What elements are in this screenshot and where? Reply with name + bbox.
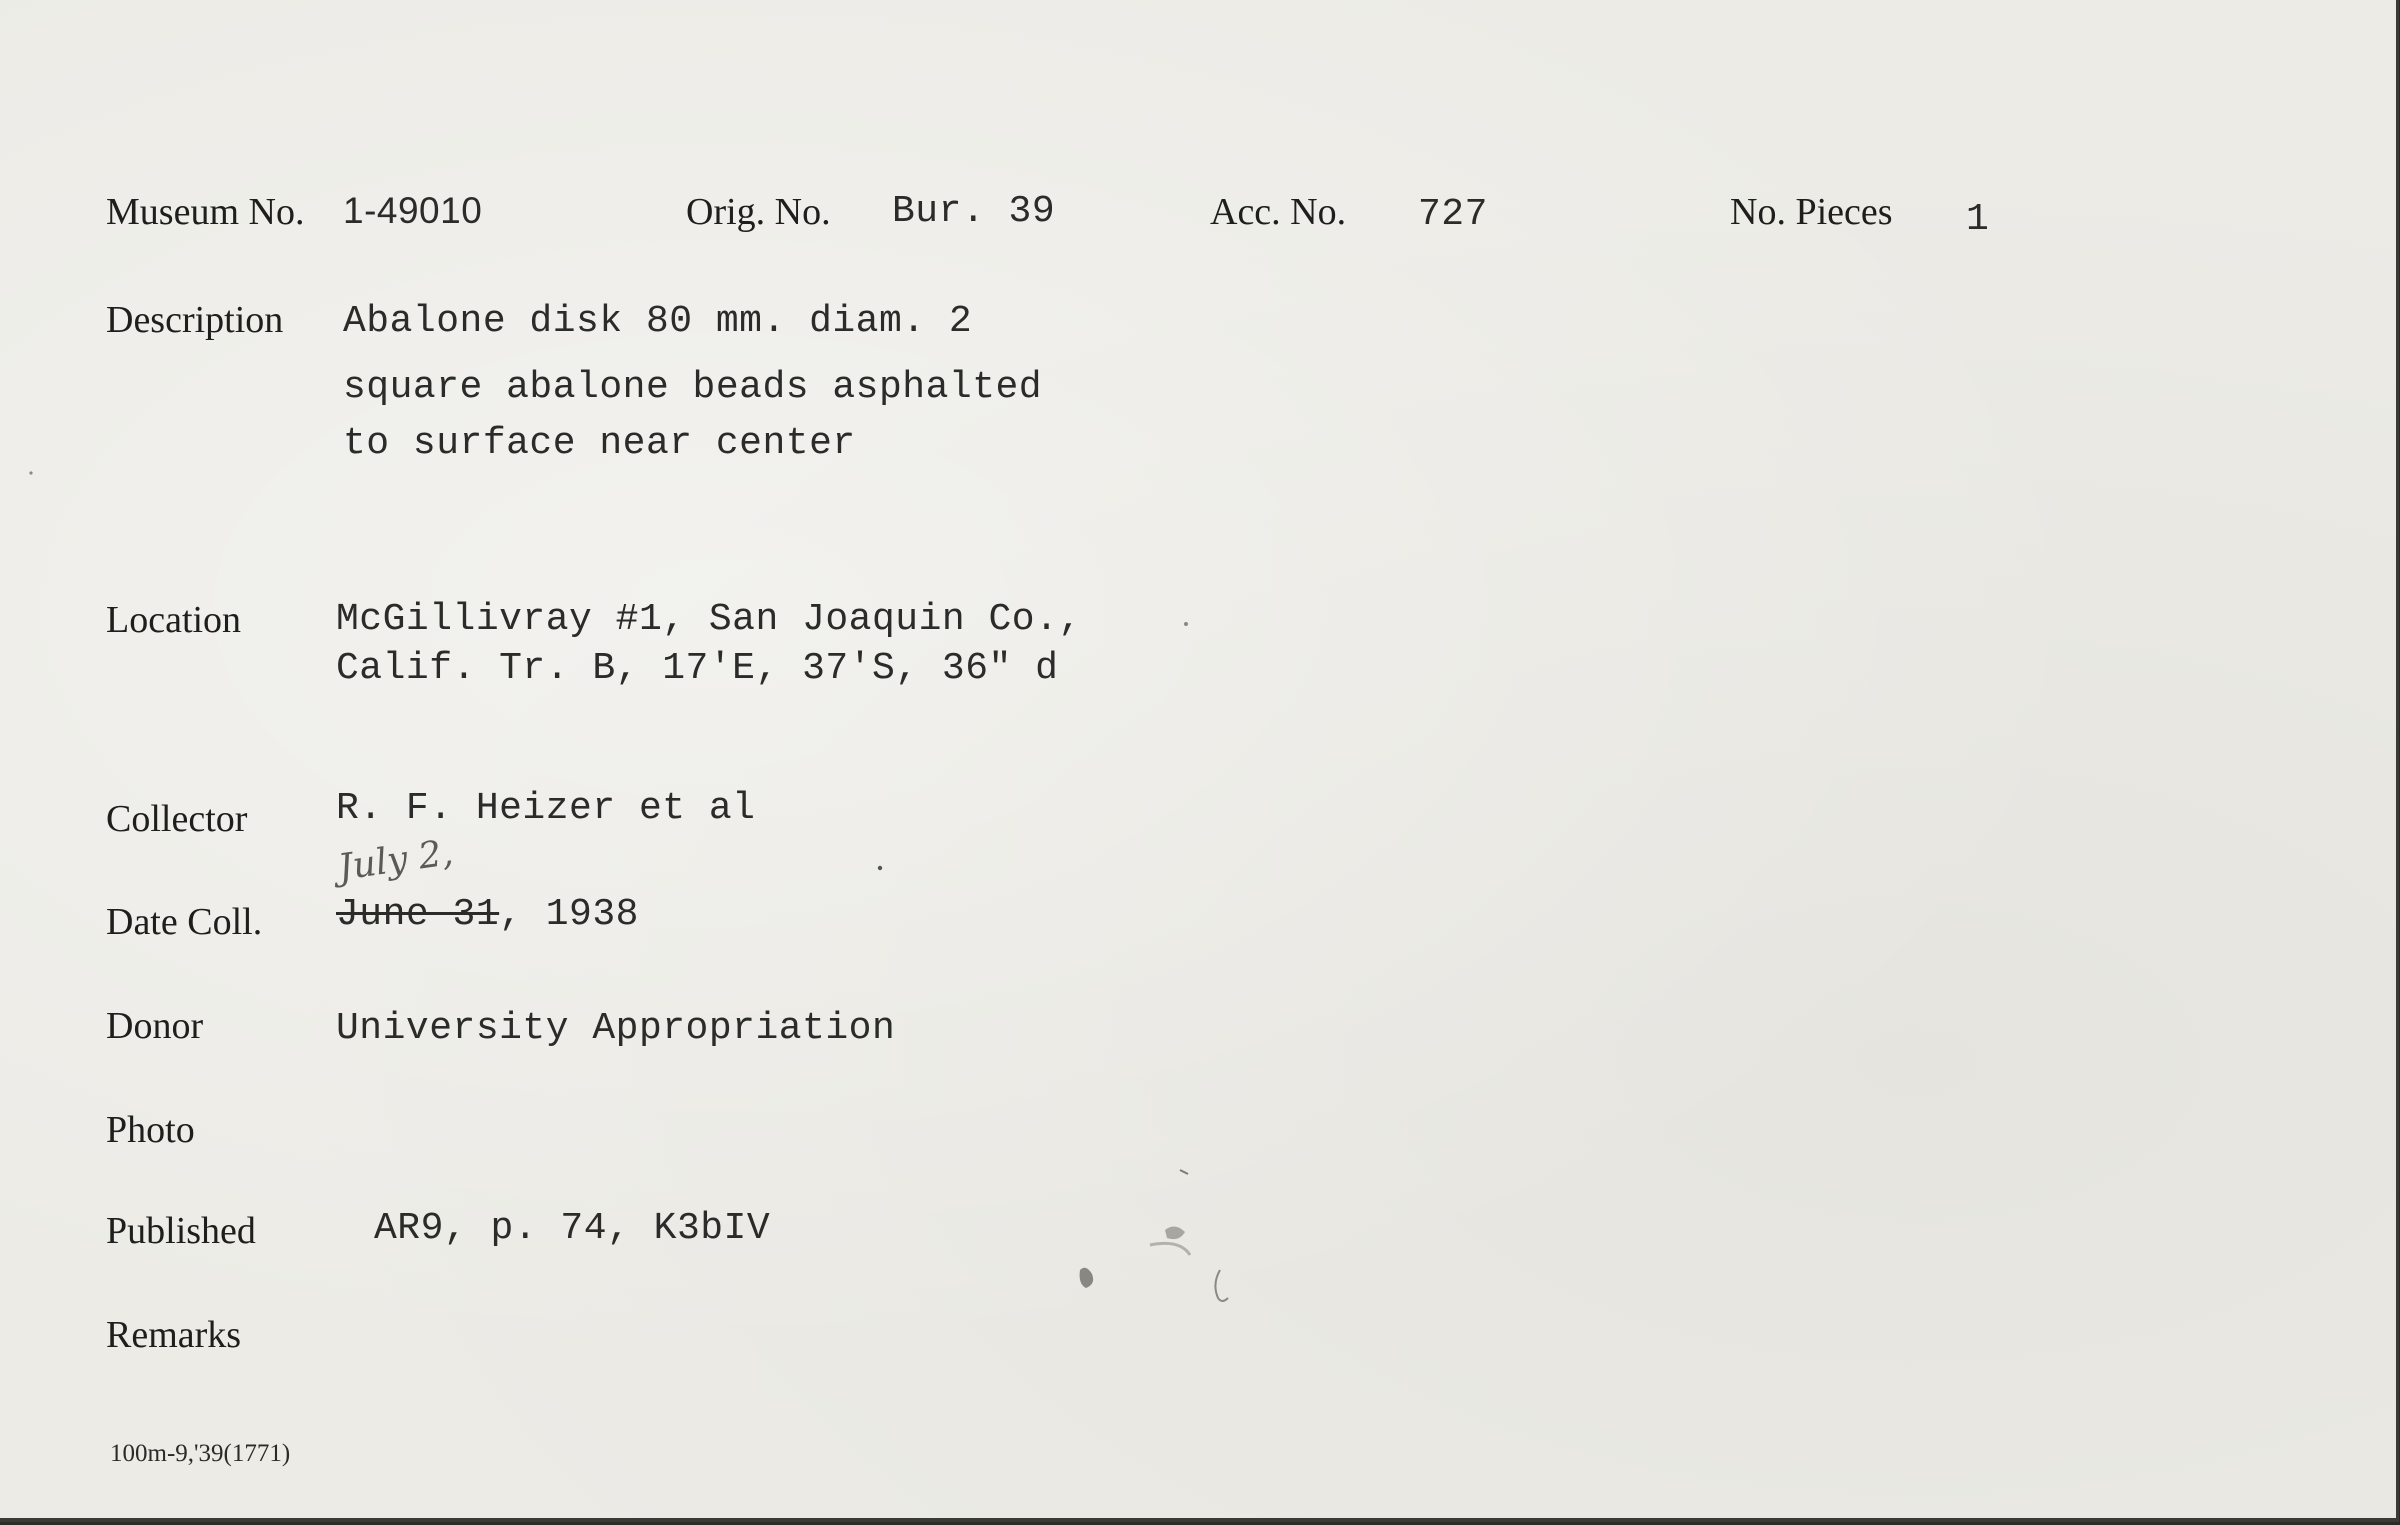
museum-no-label: Museum No.	[106, 191, 305, 233]
description-line: Abalone disk 80 mm. diam. 2	[343, 300, 973, 343]
date-coll-label: Date Coll.	[106, 901, 263, 943]
description-line: to surface near center	[343, 422, 856, 465]
museum-no-value: 1-49010	[343, 190, 483, 231]
ink-dot-mark	[28, 470, 34, 476]
acc-no-value: 727	[1418, 193, 1488, 236]
ink-dot-mark	[1182, 620, 1190, 628]
location-line: McGillivray #1, San Joaquin Co.,	[336, 598, 1082, 641]
donor-label: Donor	[106, 1005, 204, 1047]
acc-no-label: Acc. No.	[1210, 191, 1347, 233]
description-line: square abalone beads asphalted	[343, 366, 1043, 409]
orig-no-label: Orig. No.	[686, 191, 831, 233]
no-pieces-value: 1	[1966, 198, 1990, 241]
collector-label: Collector	[106, 798, 248, 840]
location-line: Calif. Tr. B, 17'E, 37'S, 36" d	[336, 647, 1059, 690]
date-coll-value	[336, 893, 639, 936]
ink-smudge-mark	[1060, 1160, 1250, 1330]
published-value: AR9, p. 74, K3bIV	[374, 1207, 771, 1250]
description-label: Description	[106, 299, 284, 341]
orig-no-value: Bur. 39	[892, 190, 1056, 233]
photo-label: Photo	[106, 1109, 195, 1151]
collector-value: R. F. Heizer et al	[336, 787, 756, 830]
no-pieces-label: No. Pieces	[1730, 191, 1893, 233]
ink-dot-mark	[876, 864, 884, 872]
date-handwritten-correction: July 2,	[335, 832, 456, 889]
published-label: Published	[106, 1210, 256, 1252]
donor-value: University Appropriation	[336, 1007, 896, 1050]
location-label: Location	[106, 599, 242, 641]
date-year: , 1938	[499, 893, 639, 936]
footer-print-code: 100m-9,'39(1771)	[110, 1440, 291, 1467]
remarks-label: Remarks	[106, 1314, 242, 1356]
date-struck-value: June 31	[336, 893, 500, 936]
